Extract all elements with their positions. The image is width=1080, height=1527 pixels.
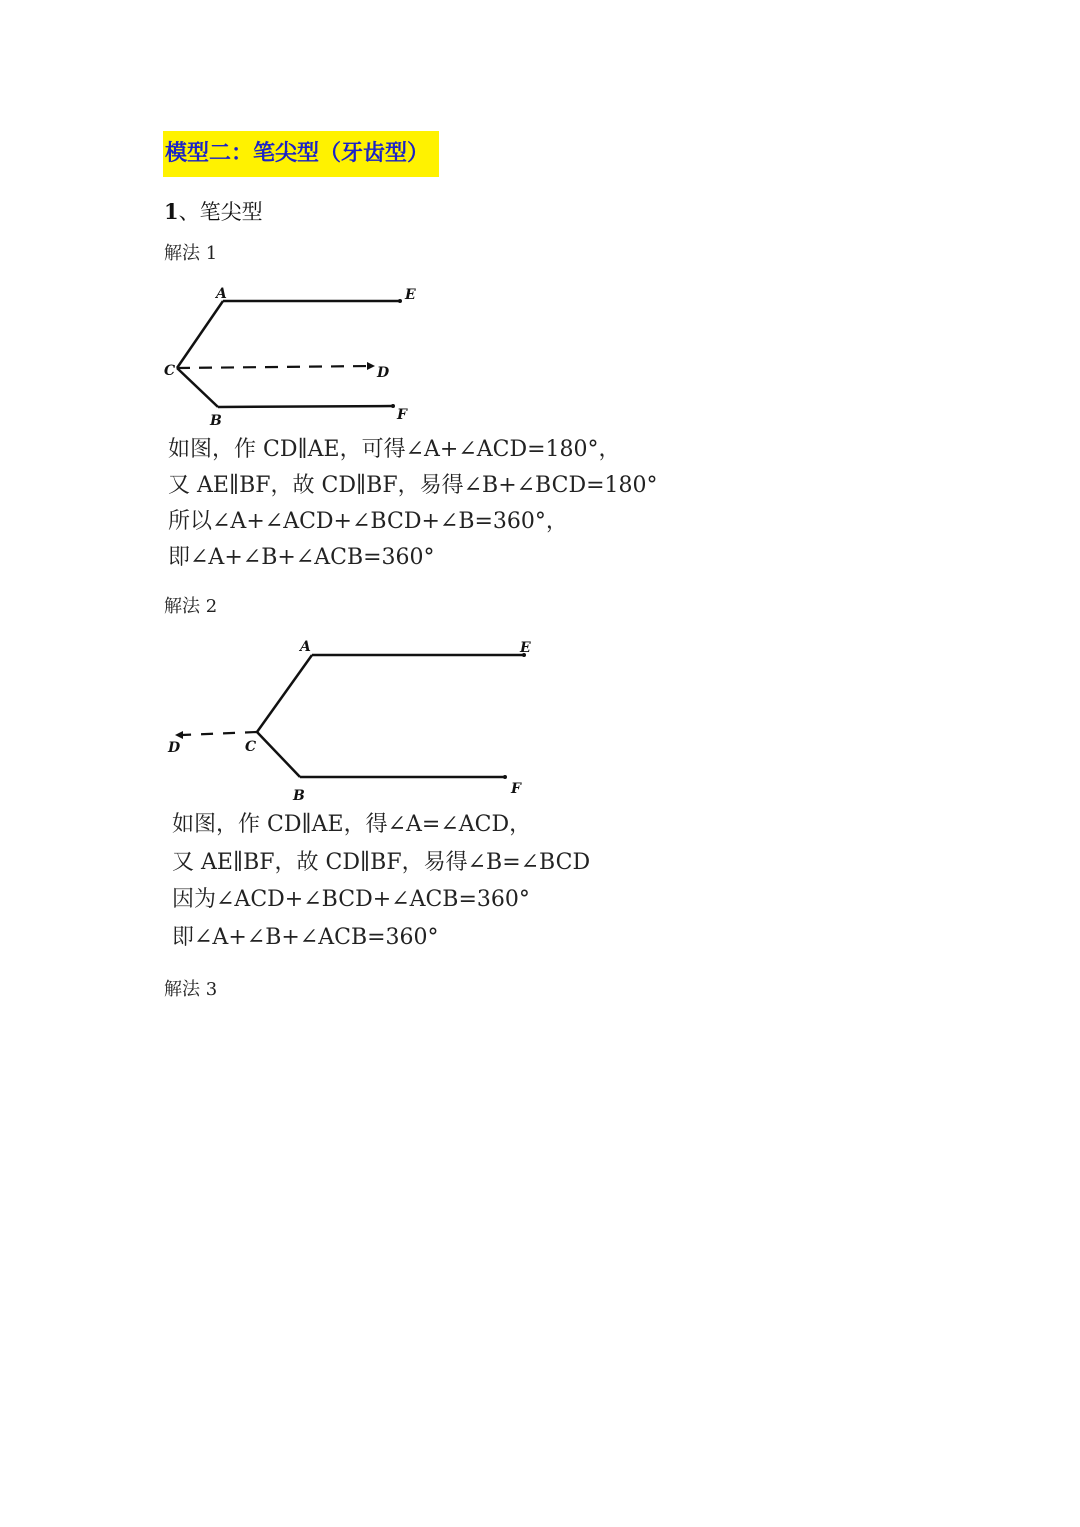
s1-point-f: F <box>397 407 407 423</box>
solution2-text <box>172 806 590 956</box>
s1-point-a: A <box>216 286 227 302</box>
s2-point-e: E <box>520 640 531 656</box>
s1-line-1: 如图，作 CD∥AE，可得∠A+∠ACD=180°， <box>168 437 621 462</box>
s2-point-b: B <box>293 788 305 804</box>
subsection-text: 、笔尖型 <box>178 200 263 224</box>
s2-point-f: F <box>511 781 521 797</box>
subsection-number: 1 <box>164 199 179 224</box>
s2-line-2: 又 AE∥BF，故 CD∥BF，易得∠B=∠BCD <box>172 849 591 875</box>
s1-point-d: D <box>377 365 390 381</box>
solution1-label: 解法 1 <box>164 243 218 264</box>
s2-point-c: C <box>245 739 257 755</box>
solution2-label: 解法 2 <box>164 596 218 617</box>
s1-line-3: 所以∠A+∠ACD+∠BCD+∠B=360°， <box>168 509 568 534</box>
s1-line-4: 即∠A+∠B+∠ACB=360° <box>168 545 435 570</box>
s2-line-4: 即∠A+∠B+∠ACB=360° <box>172 924 439 950</box>
solution1-diagram <box>160 284 430 430</box>
solution1-text <box>168 432 658 576</box>
subsection-heading <box>164 196 263 226</box>
s1-point-e: E <box>405 287 416 303</box>
s1-point-c: C <box>164 363 176 379</box>
section-title: 模型二：笔尖型（牙齿型） <box>163 131 439 177</box>
s1-point-b: B <box>210 413 222 429</box>
solution3-label: 解法 3 <box>164 979 218 1000</box>
s2-point-d: D <box>168 740 181 756</box>
s2-line-1: 如图，作 CD∥AE，得∠A=∠ACD， <box>172 812 532 837</box>
s1-line-2: 又 AE∥BF，故 CD∥BF，易得∠B+∠BCD=180° <box>168 473 658 498</box>
s2-line-3: 因为∠ACD+∠BCD+∠ACB=360° <box>172 887 530 912</box>
s2-point-a: A <box>300 639 311 655</box>
solution2-diagram <box>160 634 550 804</box>
